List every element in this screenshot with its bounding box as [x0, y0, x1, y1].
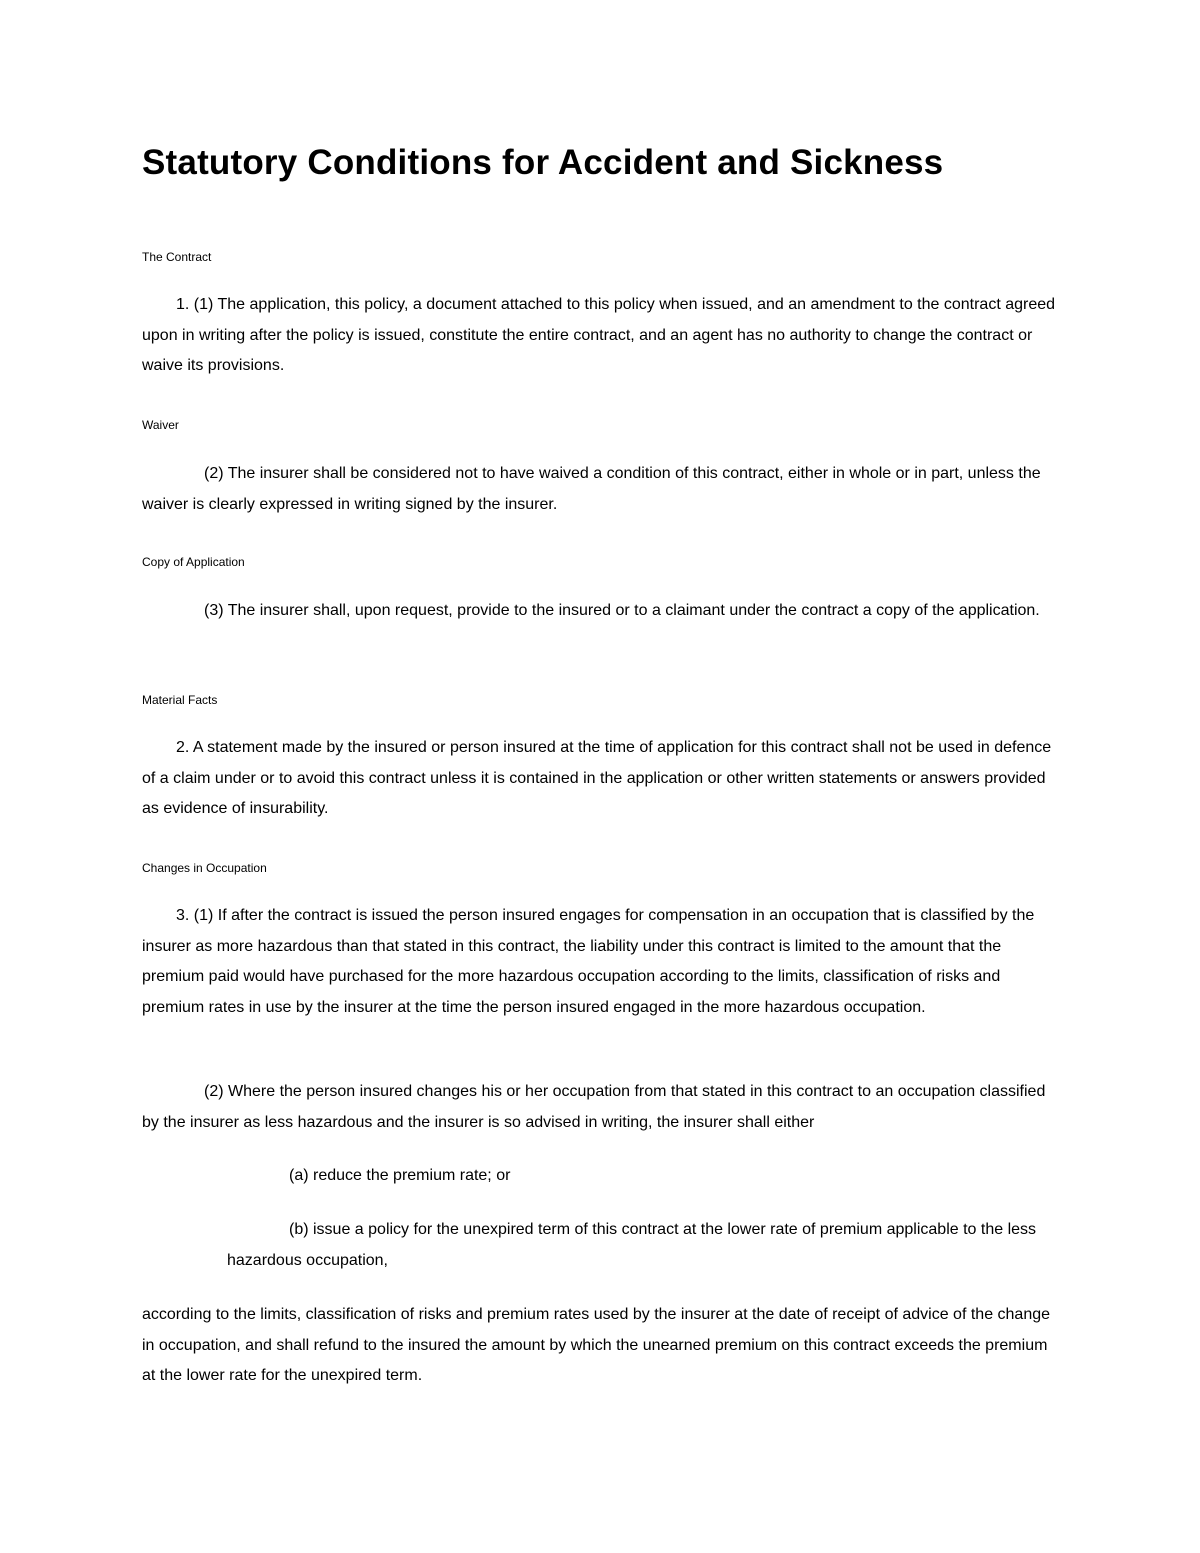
paragraph-occupation-closing: according to the limits, classification of risks and premium rates used by the insurer at the date of receipt of advice of the change in occupation, and shall refund to the insured the amount by which the unearned premium on this contract exceeds the premium at the lower rate for the unexpired term.: [142, 1306, 1051, 1384]
section-heading-changes-in-occupation: Changes in Occupation: [142, 861, 267, 875]
list-item-b: (b) issue a policy for the unexpired term of this contract at the lower rate of premium applicable to the less hazardous occupation,: [227, 1221, 1037, 1269]
paragraph-contract-1: 1. (1) The application, this policy, a document attached to this policy when issued, and an amendment to the contract agreed upon in writing after the policy is issued, constitute the entire contract, and an agent has no authority to change the contract or waive its provisions.: [142, 296, 1056, 374]
section-heading-material-facts: Material Facts: [142, 693, 218, 707]
paragraph-waiver: (2) The insurer shall be considered not to have waived a condition of this contract, either in whole or in part, unless the waiver is clearly expressed in writing signed by the insurer.: [142, 465, 1041, 513]
paragraph-occupation-1: 3. (1) If after the contract is issued the person insured engages for compensation in an occupation that is classified by the insurer as more hazardous than that stated in this contract, the liability under this contract is limited to the amount that the premium paid would have purchased for the more hazardous occupation according to the limits, classification of risks and premium rates in use by the insurer at the time the person insured engaged in the more hazardous occupation.: [142, 907, 1035, 1016]
list-item-a: (a) reduce the premium rate; or: [289, 1167, 511, 1184]
document-title: Statutory Conditions for Accident and Sickness: [142, 143, 944, 182]
paragraph-occupation-2: (2) Where the person insured changes his or her occupation from that stated in this contract to an occupation classified by the insurer as less hazardous and the insurer is so advised in writing, the insurer shall either: [142, 1083, 1046, 1131]
paragraph-material-facts: 2. A statement made by the insured or person insured at the time of application for this contract shall not be used in defence of a claim under or to avoid this contract unless it is contained in the application or other written statements or answers provided as evidence of insurability.: [142, 739, 1052, 817]
section-heading-waiver: Waiver: [142, 418, 179, 432]
section-heading-copy-of-application: Copy of Application: [142, 555, 245, 569]
section-heading-the-contract: The Contract: [142, 250, 212, 264]
paragraph-copy-of-application: (3) The insurer shall, upon request, provide to the insured or to a claimant under the contract a copy of the application.: [204, 602, 1040, 619]
